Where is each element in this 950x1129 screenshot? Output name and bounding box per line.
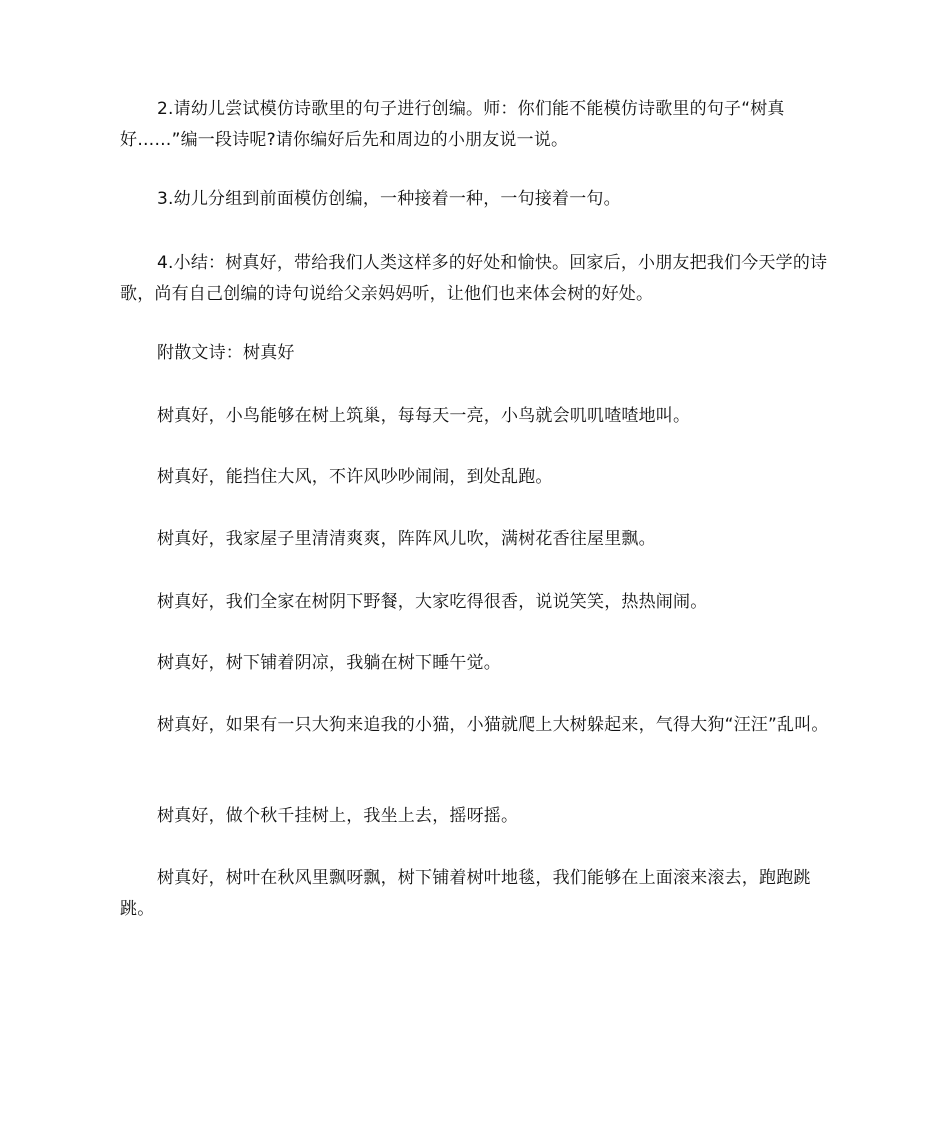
poem-stanza-4: 树真好，我们全家在树阴下野餐，大家吃得很香，说说笑笑，热热闹闹。 xyxy=(157,592,708,612)
paragraph-step-4-summary: 4.小结：树真好，带给我们人类这样多的好处和愉快。回家后，小朋友把我们今天学的诗歌，尚有自己创编的诗句说给父亲妈妈听，让他们也来体会树的好处。 xyxy=(120,253,828,304)
poem-stanza-6: 树真好，如果有一只大狗来追我的小猫，小猫就爬上大树躲起来，气得大狗“汪汪”乱叫。 xyxy=(157,715,829,735)
poem-stanza-7: 树真好，做个秋千挂树上，我坐上去，摇呀摇。 xyxy=(157,806,519,826)
poem-stanza-3: 树真好，我家屋子里清清爽爽，阵阵风儿吹，满树花香往屋里飘。 xyxy=(157,529,656,549)
poem-stanza-5: 树真好，树下铺着阴凉，我躺在树下睡午觉。 xyxy=(157,653,501,673)
appendix-title: 附散文诗：树真好 xyxy=(157,343,295,363)
poem-stanza-8: 树真好，树叶在秋风里飘呀飘，树下铺着树叶地毯，我们能够在上面滚来滚去，跑跑跳跳。 xyxy=(120,868,811,919)
poem-stanza-1: 树真好，小鸟能够在树上筑巢，每每天一亮，小鸟就会叽叽喳喳地叫。 xyxy=(157,406,691,426)
poem-stanza-2: 树真好，能挡住大风，不许风吵吵闹闹，到处乱跑。 xyxy=(157,467,553,487)
paragraph-step-2: 2.请幼儿尝试模仿诗歌里的句子进行创编。师：你们能不能模仿诗歌里的句子“树真好……”编一段诗呢?请你编好后先和周边的小朋友说一说。 xyxy=(120,99,785,150)
paragraph-step-3: 3.幼儿分组到前面模仿创编，一种接着一种，一句接着一句。 xyxy=(157,189,621,209)
